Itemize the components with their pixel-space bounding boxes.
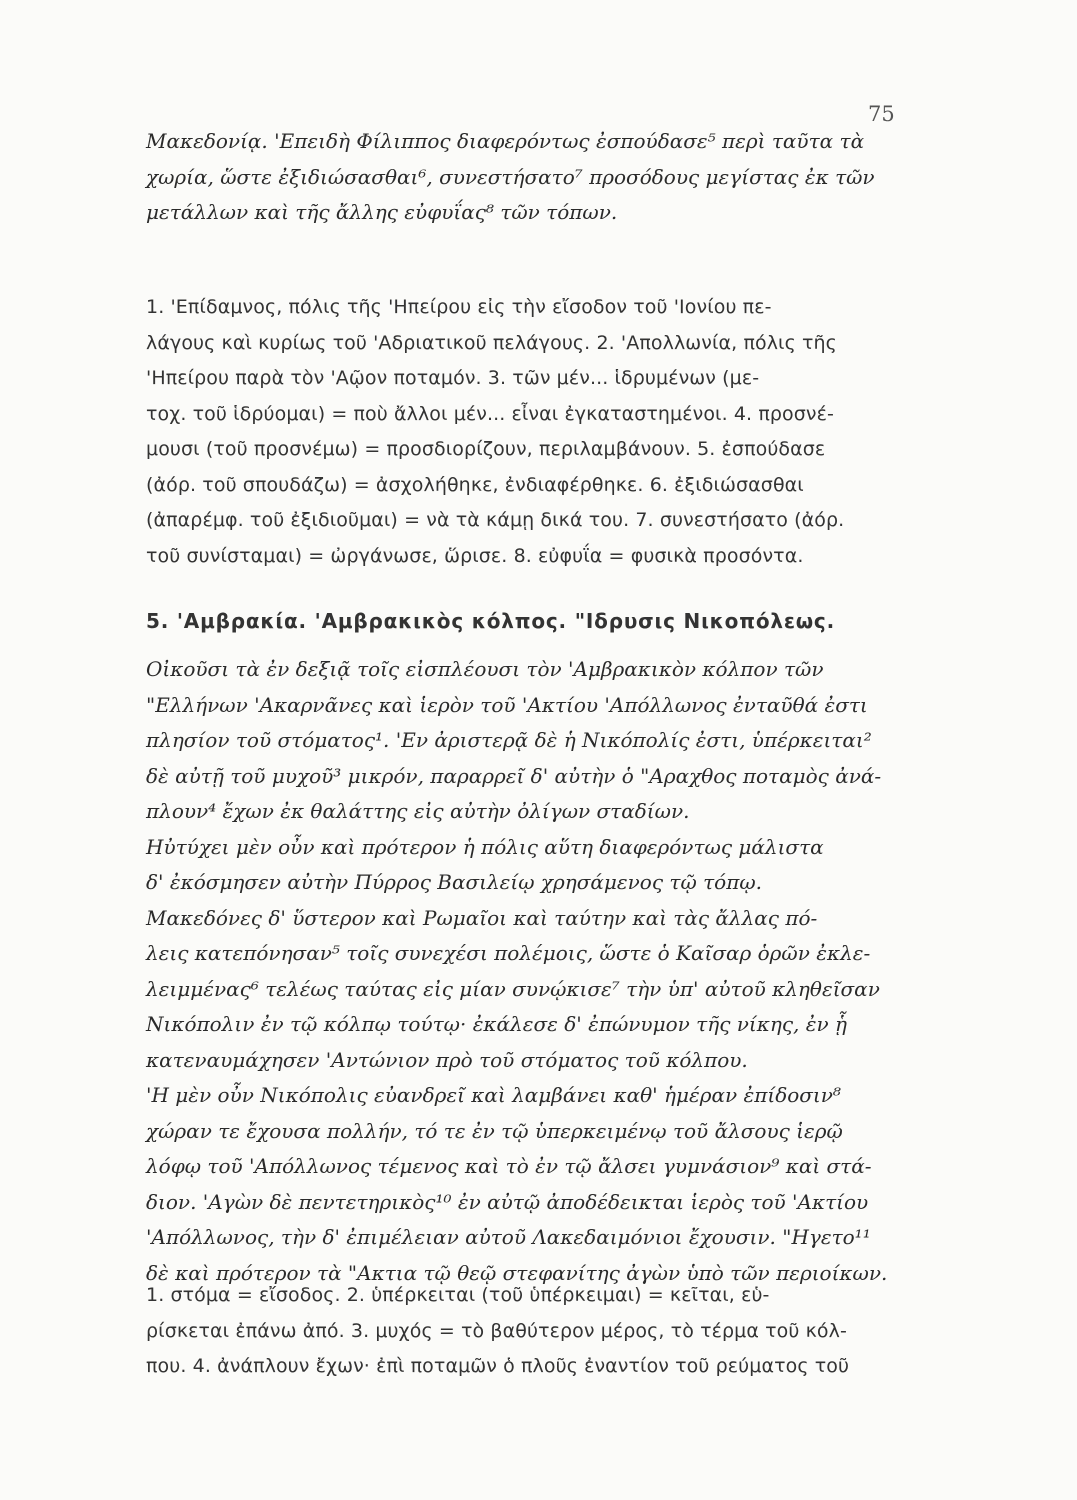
footnote-line: 'Ηπείρου παρὰ τὸν 'Αῷον ποταμόν. 3. τῶν μέν... ἱδρυμένων (με- (146, 367, 760, 389)
footnote-line: 1. 'Επίδαμνος, πόλις τῆς 'Ηπείρου εἰς τὴν εἴσοδον τοῦ 'Ιονίου πε- (146, 296, 772, 318)
page-number: 75 (868, 102, 895, 126)
intro-paragraph (146, 124, 906, 231)
text-line: Οἰκοῦσι τὰ ἐν δεξιᾷ τοῖς εἰσπλέουσι τὸν 'Αμβρακικὸν κόλπον τῶν (146, 657, 824, 681)
text-line: μετάλλων καὶ τῆς ἄλλης εὐφυΐας⁸ τῶν τόπων. (146, 200, 618, 224)
text-line: Μακεδονίᾳ. 'Επειδὴ Φίλιππος διαφερόντως ἐσπούδασε⁵ περὶ ταῦτα τὰ (146, 129, 865, 153)
text-line: διον. 'Αγὼν δὲ πεντετηρικὸς¹⁰ ἐν αὐτῷ ἀποδέδεικται ἱερὸς τοῦ 'Ακτίου (146, 1189, 869, 1214)
text-line: Νικόπολιν ἐν τῷ κόλπῳ τούτῳ· ἐκάλεσε δ' ἐπώνυμον τῆς νίκης, ἐν ᾗ (146, 1012, 847, 1036)
text-line: χωρία, ὥστε ἐξιδιώσασθαι⁶, συνεστήσατο⁷ προσόδους μεγίστας ἐκ τῶν (146, 164, 875, 189)
text-line: πλησίον τοῦ στόματος¹. 'Εν ἀριστερᾷ δὲ ἡ Νικόπολίς ἐστι, ὑπέρκειται² (146, 728, 872, 752)
section-heading: 5. 'Αμβρακία. 'Αμβρακικὸς κόλπος. "Ιδρυσις Νικοπόλεως. (146, 609, 835, 633)
text-line: χώραν τε ἔχουσα πολλήν, τό τε ἐν τῷ ὑπερκειμένῳ τοῦ ἄλσους ἱερῷ (146, 1118, 843, 1143)
text-line: πλουν⁴ ἔχων ἐκ θαλάττης εἰς αὐτὴν ὀλίγων σταδίων. (146, 799, 690, 823)
footnote-line: (ἀόρ. τοῦ σπουδάζω) = ἀσχολήθηκε, ἐνδιαφέρθηκε. 6. ἐξιδιώσασθαι (146, 473, 804, 496)
text-line: δὲ καὶ πρότερον τὰ "Ακτια τῷ θεῷ στεφανίτης ἀγὼν ὑπὸ τῶν περιοίκων. (146, 1260, 888, 1285)
text-line: δὲ αὐτῇ τοῦ μυχοῦ³ μικρόν, παραρρεῖ δ' αὐτὴν ὁ "Αραχθος ποταμὸς ἀνά- (146, 763, 882, 788)
footnotes-first (146, 290, 906, 574)
text-line: λειμμένας⁶ τελέως ταύτας εἰς μίαν συνῴκισε⁷ τὴν ὑπ' αὐτοῦ κληθεῖσαν (146, 976, 880, 1001)
text-line: 'Απόλλωνος, τὴν δ' ἐπιμέλειαν αὐτοῦ Λακεδαιμόνιοι ἔχουσιν. "Ηγετο¹¹ (146, 1225, 871, 1249)
footnote-line: 1. στόμα = εἴσοδος. 2. ὑπέρκειται (τοῦ ὑπέρκειμαι) = κεῖται, εὑ- (146, 1284, 770, 1306)
footnote-line: (ἀπαρέμφ. τοῦ ἐξιδιοῦμαι) = νὰ τὰ κάμῃ δικά του. 7. συνεστήσατο (ἀόρ. (146, 509, 845, 531)
footnote-line: τοχ. τοῦ ἱδρύομαι) = ποὺ ἄλλοι μέν... εἶναι ἐγκαταστημένοι. 4. προσνέ- (146, 402, 834, 425)
footnotes-second (146, 1278, 906, 1385)
text-line: Μακεδόνες δ' ὕστερον καὶ Ρωμαῖοι καὶ ταύτην καὶ τὰς ἄλλας πό- (146, 905, 818, 930)
section-heading-block (146, 604, 906, 640)
footnote-line: που. 4. ἀνάπλουν ἔχων· ἐπὶ ποταμῶν ὁ πλοῦς ἐναντίον τοῦ ρεύματος τοῦ (146, 1355, 850, 1377)
text-line: κατεναυμάχησεν 'Αντώνιον πρὸ τοῦ στόματος τοῦ κόλπου. (146, 1047, 748, 1072)
footnote-line: μουσι (τοῦ προσνέμω) = προσδιορίζουν, περιλαμβάνουν. 5. ἐσπούδασε (146, 438, 826, 460)
main-text (146, 652, 906, 1291)
footnote-line: ρίσκεται ἐπάνω ἀπό. 3. μυχός = τὸ βαθύτερον μέρος, τὸ τέρμα τοῦ κόλ- (146, 1319, 847, 1342)
text-line: λεις κατεπόνησαν⁵ τοῖς συνεχέσι πολέμοις, ὥστε ὁ Καῖσαρ ὁρῶν ἐκλε- (146, 941, 871, 965)
footnote-line: τοῦ συνίσταμαι) = ὠργάνωσε, ὥρισε. 8. εὐφυΐα = φυσικὰ προσόντα. (146, 544, 804, 567)
footnote-line: λάγους καὶ κυρίως τοῦ 'Αδριατικοῦ πελάγους. 2. 'Απολλωνία, πόλις τῆς (146, 331, 837, 354)
text-line: Ηὐτύχει μὲν οὖν καὶ πρότερον ἡ πόλις αὕτη διαφερόντως μάλιστα (146, 834, 824, 859)
text-line: δ' ἐκόσμησεν αὐτὴν Πύρρος Βασιλείῳ χρησάμενος τῷ τόπῳ. (146, 870, 763, 894)
text-line: 'Η μὲν οὖν Νικόπολις εὐανδρεῖ καὶ λαμβάνει καθ' ἡμέραν ἐπίδοσιν⁸ (146, 1083, 841, 1107)
text-line: "Ελλήνων 'Ακαρνᾶνες καὶ ἱερὸν τοῦ 'Ακτίου 'Απόλλωνος ἐνταῦθά ἐστι (146, 692, 868, 717)
text-line: λόφῳ τοῦ 'Απόλλωνος τέμενος καὶ τὸ ἐν τῷ ἄλσει γυμνάσιον⁹ καὶ στά- (146, 1154, 872, 1178)
